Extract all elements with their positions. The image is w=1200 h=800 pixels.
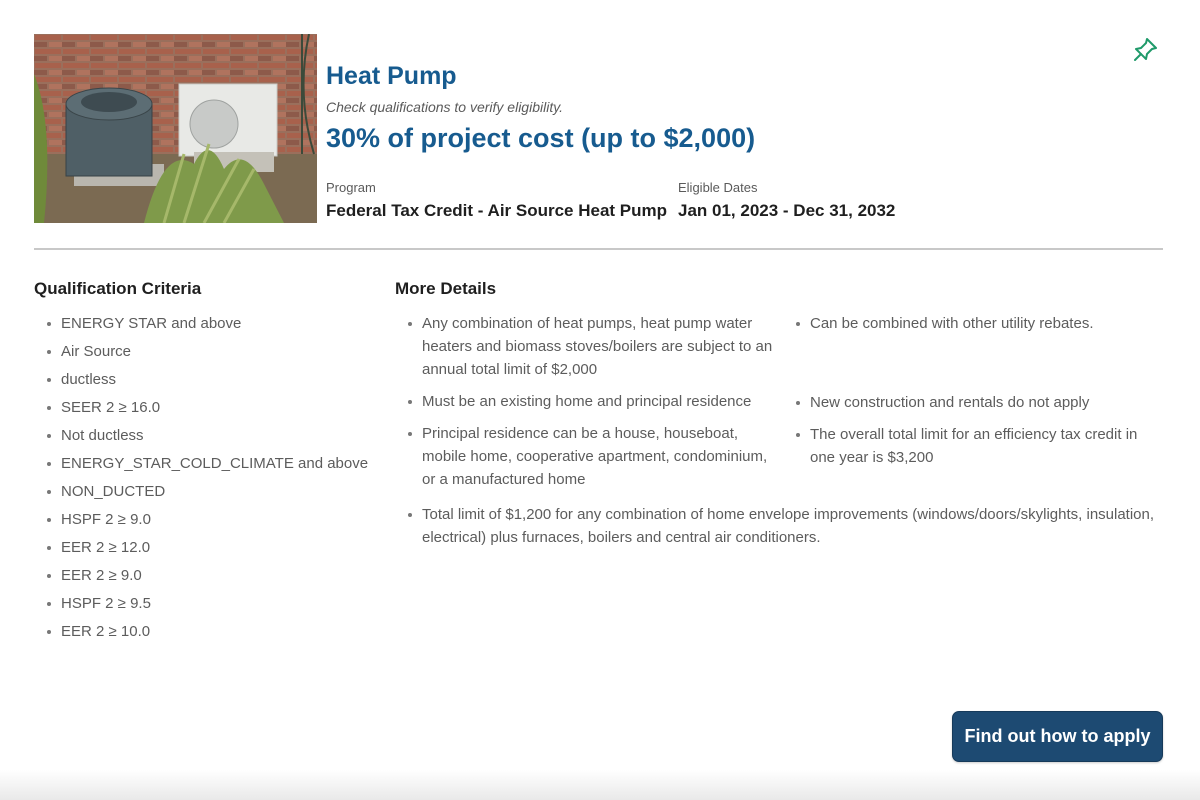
criteria-item: Not ductless <box>34 424 384 452</box>
criteria-item: EER 2 ≥ 10.0 <box>34 620 384 648</box>
more-details-heading: More Details <box>395 279 497 298</box>
eligible-dates-label: Eligible Dates <box>678 180 758 195</box>
details-list-wide <box>395 503 1155 549</box>
program-title: Heat Pump <box>326 62 457 90</box>
criteria-item: NON_DUCTED <box>34 480 384 508</box>
page-bottom-shadow <box>0 770 1200 800</box>
criteria-item: HSPF 2 ≥ 9.5 <box>34 592 384 620</box>
details-list-left <box>395 312 775 500</box>
detail-item: Any combination of heat pumps, heat pump water heaters and biomass stoves/boilers are subject to an annual total limit of $2,000 <box>395 312 775 381</box>
eligible-dates-value: Jan 01, 2023 - Dec 31, 2032 <box>678 201 896 220</box>
qualification-criteria-heading: Qualification Criteria <box>34 279 202 298</box>
criteria-item: Air Source <box>34 340 384 368</box>
incentive-amount: 30% of project cost (up to $2,000) <box>326 123 756 153</box>
detail-item: The overall total limit for an efficiency tax credit in one year is $3,200 <box>783 423 1163 469</box>
criteria-item: EER 2 ≥ 9.0 <box>34 564 384 592</box>
section-divider <box>34 248 1163 250</box>
criteria-item: ENERGY_STAR_COLD_CLIMATE and above <box>34 452 384 480</box>
heat-pump-photo <box>34 34 317 223</box>
program-value: Federal Tax Credit - Air Source Heat Pump <box>326 201 668 220</box>
detail-item: Can be combined with other utility rebates. <box>783 312 1163 382</box>
details-list-right <box>783 312 1163 469</box>
criteria-item: ductless <box>34 368 384 396</box>
program-label: Program <box>326 180 376 195</box>
qualification-criteria-list <box>34 312 384 648</box>
detail-item: Principal residence can be a house, houseboat, mobile home, cooperative apartment, condominium, or a manufactured home <box>395 422 775 491</box>
criteria-item: ENERGY STAR and above <box>34 312 384 340</box>
detail-item: New construction and rentals do not apply <box>783 391 1163 414</box>
eligibility-note: Check qualifications to verify eligibility. <box>326 99 564 115</box>
detail-item: Must be an existing home and principal residence <box>395 390 775 413</box>
detail-item: Total limit of $1,200 for any combination of home envelope improvements (windows/doors/skylights, insulation, electrical) plus furnaces, boilers and central air conditioners. <box>395 503 1155 549</box>
criteria-item: SEER 2 ≥ 16.0 <box>34 396 384 424</box>
criteria-item: EER 2 ≥ 12.0 <box>34 536 384 564</box>
criteria-item: HSPF 2 ≥ 9.0 <box>34 508 384 536</box>
find-out-how-to-apply-button[interactable]: Find out how to apply <box>952 711 1163 762</box>
pin-icon[interactable] <box>1131 36 1159 64</box>
